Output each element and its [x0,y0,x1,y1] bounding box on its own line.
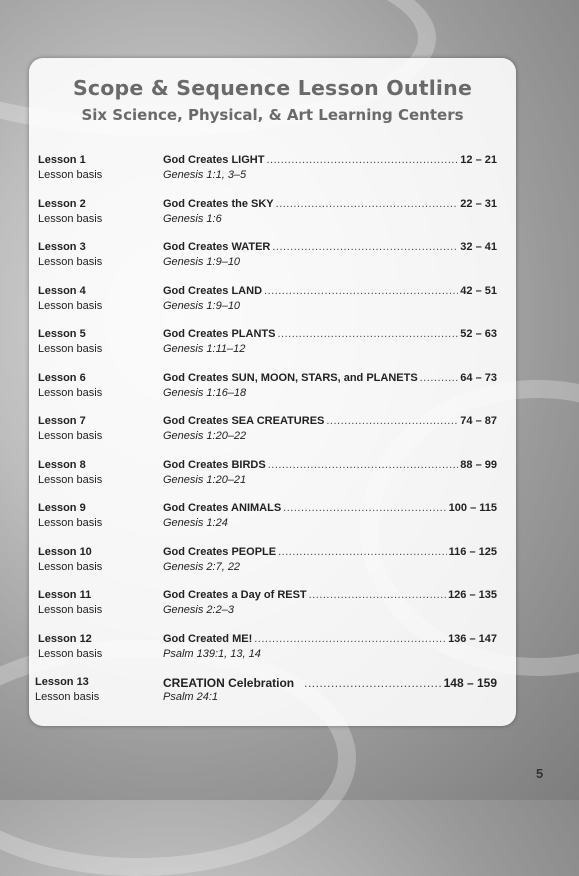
bible-verse: Genesis 1:16–18 [163,386,247,399]
bible-verse: Genesis 1:20–21 [163,473,247,486]
lesson-row [29,198,516,230]
page-range: 148 – 159 [443,676,497,690]
page-range: 136 – 147 [448,632,497,645]
page-range: 126 – 135 [448,589,497,601]
bible-verse: Psalm 24:1 [163,691,219,703]
topic-name: God Creates SEA CREATURES [163,415,325,427]
page-title: Scope & Sequence Lesson Outline [72,76,473,100]
lesson-number: Lesson 7 [38,415,86,427]
lesson-topic [163,285,497,297]
lesson-number: Lesson 1 [38,154,86,166]
bible-verse: Genesis 1:1, 3–5 [163,169,247,181]
lesson-topic [163,154,497,166]
page-range: 12 – 21 [460,154,497,166]
page-range: 88 – 99 [460,458,497,471]
page-range: 74 – 87 [460,415,497,427]
lesson-number: Lesson 12 [38,632,92,645]
lesson-basis-label: Lesson basis [38,560,103,573]
lesson-number: Lesson 2 [38,197,86,210]
lesson-topic [163,589,497,601]
leader-dots [309,589,446,601]
bible-verse: Genesis 1:9–10 [163,256,241,268]
lesson-topic [163,676,497,690]
page-range: 42 – 51 [460,284,497,297]
lesson-row [29,154,516,186]
topic-name: God Created ME! [163,632,253,645]
lesson-number: Lesson 11 [38,589,92,601]
lesson-row [29,285,516,317]
topic-name: God Creates LIGHT [163,154,265,166]
lesson-topic [163,633,497,645]
lesson-basis-label: Lesson basis [38,430,103,442]
lesson-topic [163,546,497,558]
leader-dots [272,241,458,253]
topic-name: God Creates BIRDS [163,458,266,471]
lesson-basis-label: Lesson basis [38,517,103,529]
bible-verse: Genesis 1:11–12 [163,343,246,355]
bible-verse: Genesis 2:2–3 [163,604,234,616]
lesson-row [29,415,516,447]
lesson-row [29,633,516,665]
page-subtitle: Six Science, Physical, & Art Learning Centers [81,106,464,124]
page-range: 52 – 63 [460,328,497,340]
lesson-number: Lesson 3 [38,241,86,253]
lesson-topic [163,502,497,514]
topic-name: God Creates SUN, MOON, STARS, and PLANETS [163,371,418,384]
lesson-basis-label: Lesson basis [38,473,103,486]
lesson-number: Lesson 6 [38,371,86,384]
leader-dots [268,459,459,471]
lesson-number: Lesson 10 [38,545,92,558]
lesson-number: Lesson 4 [38,284,86,297]
lesson-number: Lesson 13 [35,676,89,688]
bible-verse: Genesis 1:24 [163,517,228,529]
lesson-basis-label: Lesson basis [38,386,103,399]
lesson-number: Lesson 5 [38,328,86,340]
lesson-row [29,459,516,491]
bible-verse: Genesis 1:20–22 [163,430,247,442]
lesson-basis-label: Lesson basis [35,691,100,703]
topic-name: God Creates the SKY [163,197,274,210]
topic-name: God Creates a Day of REST [163,589,307,601]
bible-verse: Genesis 2:7, 22 [163,560,241,573]
lesson-basis-label: Lesson basis [38,343,103,355]
topic-name: God Creates LAND [163,284,263,297]
leader-dots [276,198,459,210]
topic-name: God Creates PEOPLE [163,545,277,558]
lesson-number: Lesson 8 [38,458,86,471]
page-range: 64 – 73 [460,371,497,384]
lesson-basis-label: Lesson basis [38,299,103,312]
leader-dots [254,633,446,645]
leader-dots [264,285,458,297]
leader-dots [278,546,447,558]
lesson-basis-label: Lesson basis [38,647,103,660]
lesson-row [29,328,516,360]
lesson-topic [163,241,497,253]
lesson-outline-card [29,58,516,726]
lesson-topic [163,198,497,210]
bible-verse: Genesis 1:9–10 [163,299,241,312]
page-number: 5 [536,766,544,781]
lesson-row [29,241,516,273]
bible-verse: Genesis 1:6 [163,212,222,225]
leader-dots [266,154,458,166]
topic-name: God Creates ANIMALS [163,502,282,514]
page-range: 100 – 115 [448,502,497,514]
leader-dots [304,676,441,690]
lesson-basis-label: Lesson basis [38,212,103,225]
leader-dots [283,502,446,514]
page-range: 116 – 125 [448,545,497,558]
leader-dots [277,328,458,340]
lesson-row [29,502,516,534]
page-range: 32 – 41 [460,241,497,253]
topic-name: God Creates PLANTS [163,328,276,340]
lesson-topic [163,372,497,384]
page-range: 22 – 31 [460,197,497,210]
lesson-basis-label: Lesson basis [38,256,103,268]
leader-dots [326,415,458,427]
leader-dots [420,372,459,384]
lesson-basis-label: Lesson basis [38,604,103,616]
lesson-row [29,372,516,404]
lesson-row [29,676,516,708]
topic-name: God Creates WATER [163,241,271,253]
lesson-row [29,589,516,621]
lesson-topic [163,328,497,340]
lesson-row [29,546,516,578]
lesson-basis-label: Lesson basis [38,169,103,181]
lesson-topic [163,415,497,427]
lesson-topic [163,459,497,471]
lesson-number: Lesson 9 [38,502,86,514]
bible-verse: Psalm 139:1, 13, 14 [163,647,261,660]
topic-name: CREATION Celebration [163,676,295,690]
